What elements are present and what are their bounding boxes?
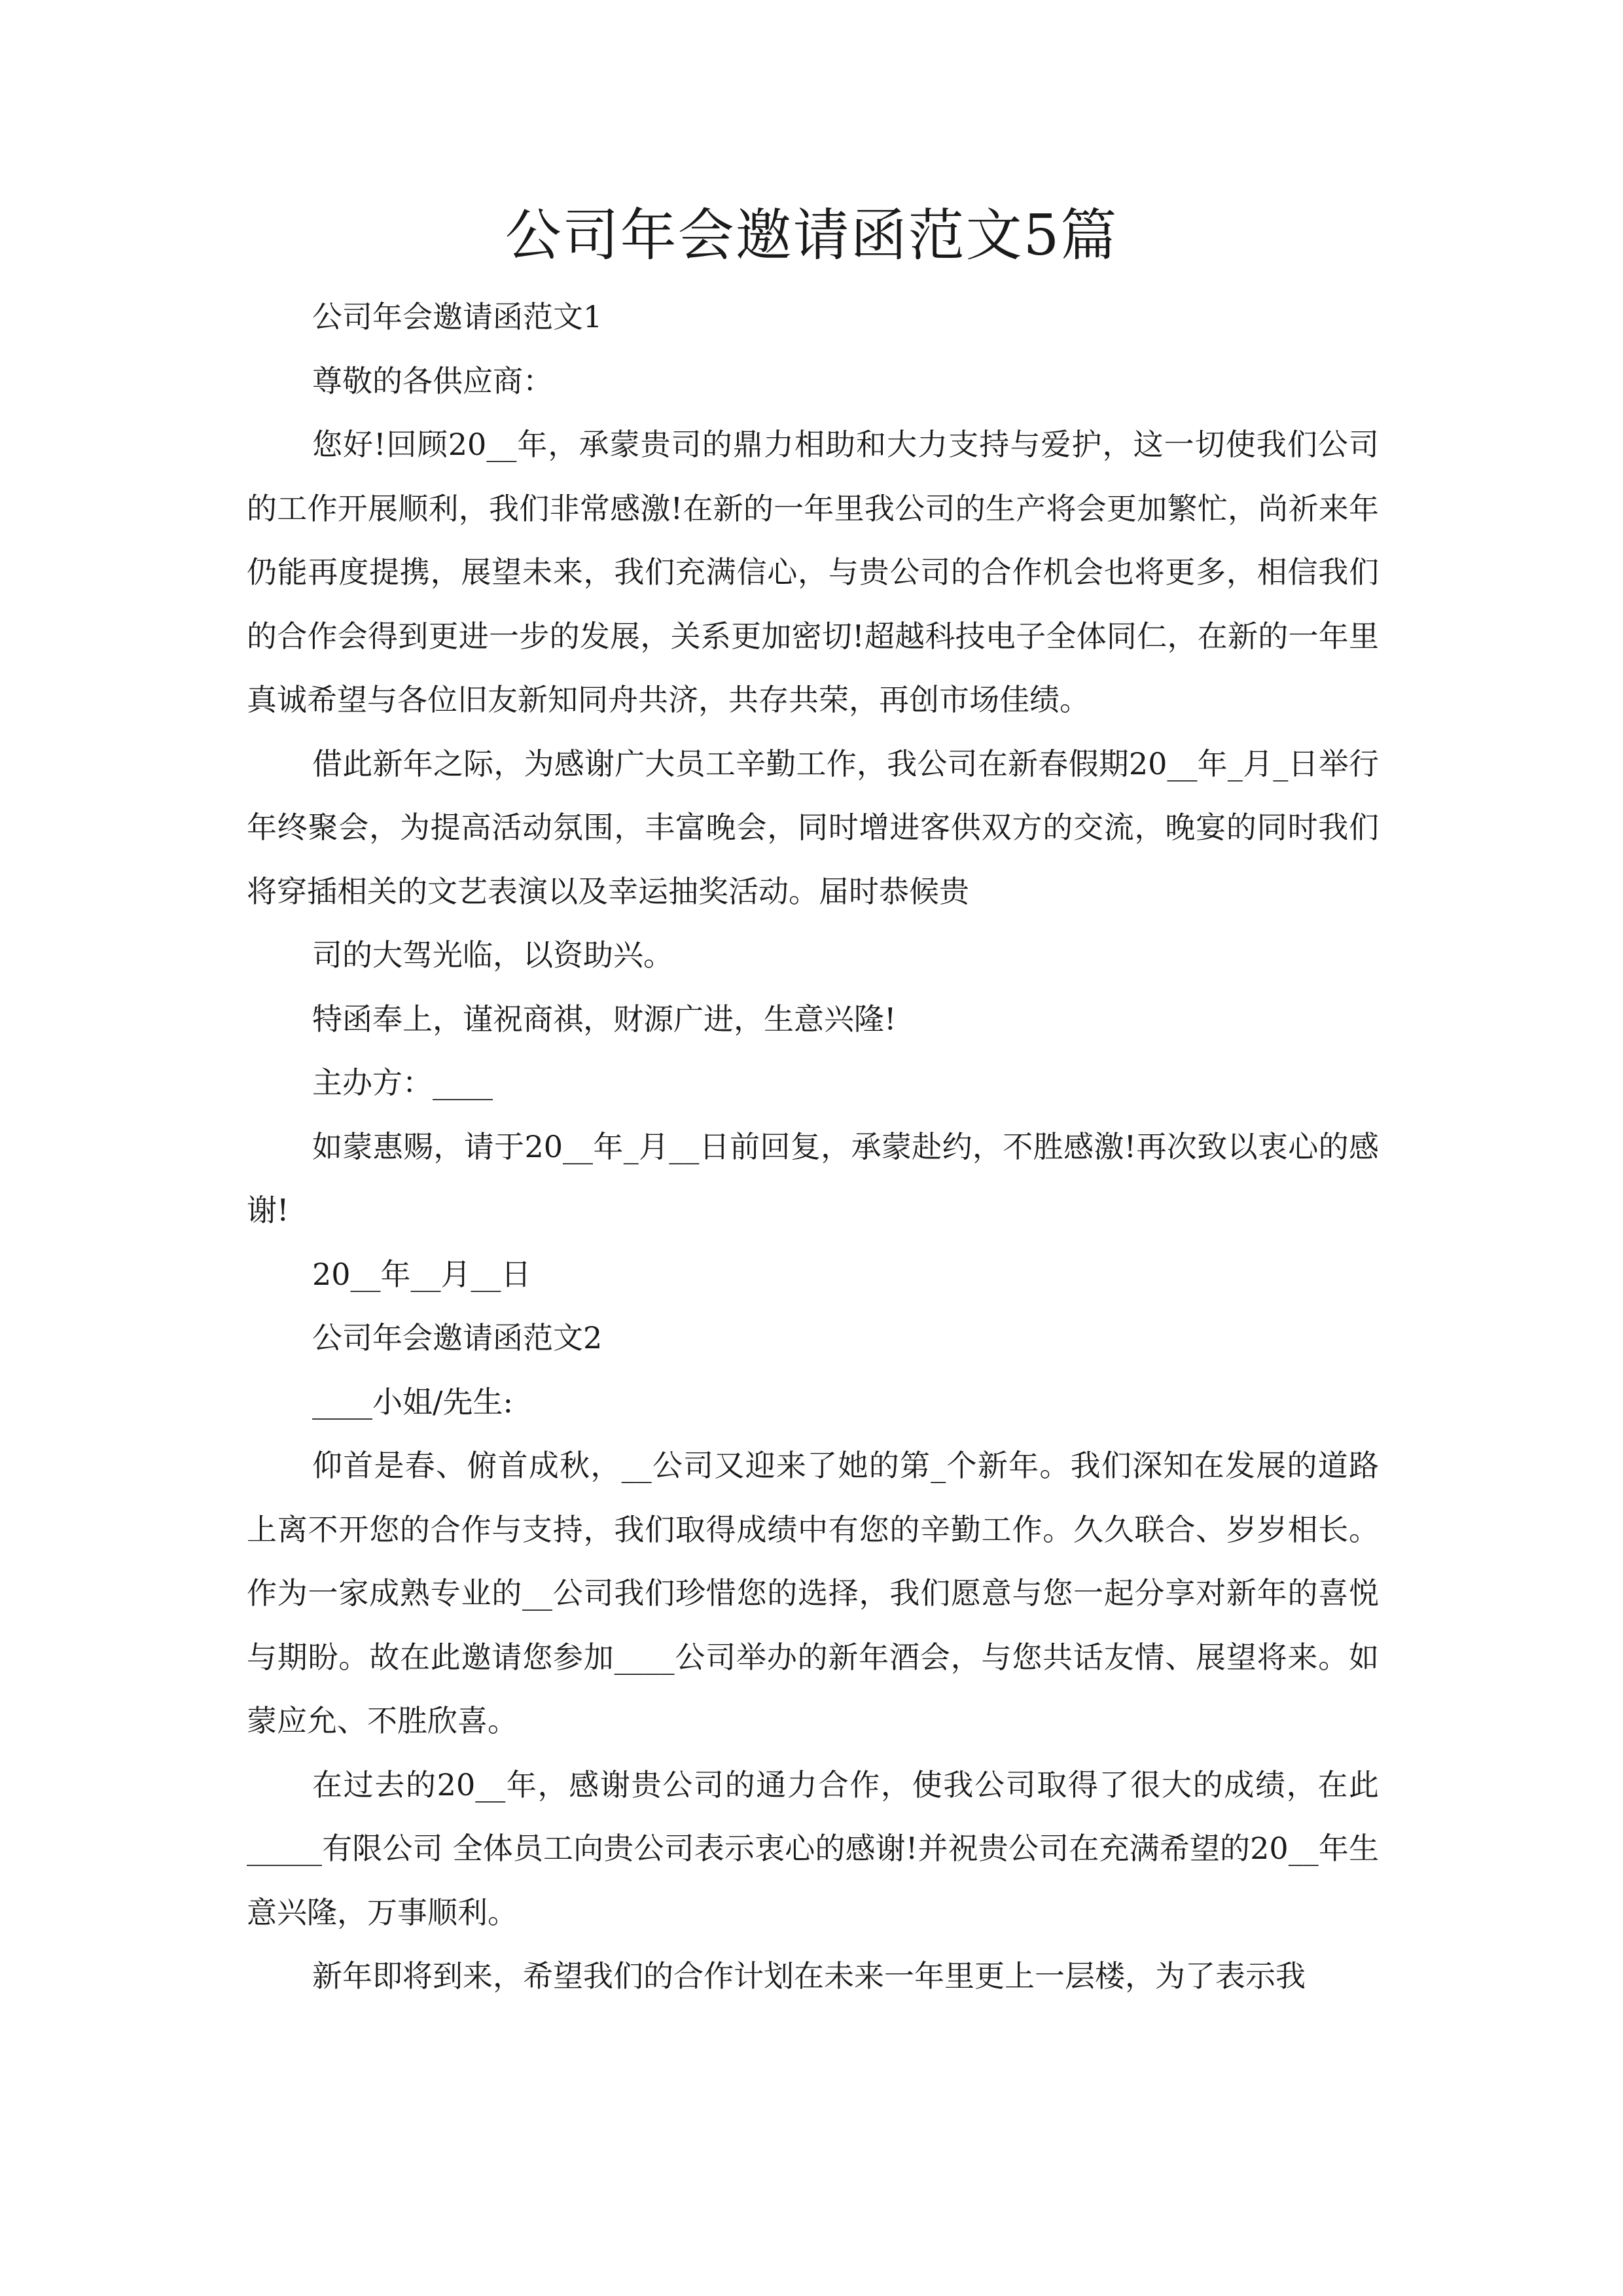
section-heading-1: 公司年会邀请函范文1: [312, 299, 603, 334]
date-line: 20__年__月__日: [312, 1256, 531, 1292]
paragraph: 司的大驾光临，以资助兴。: [312, 937, 673, 973]
document-title: 公司年会邀请函范文5篇: [505, 203, 1118, 268]
salutation: ____小姐/先生:: [312, 1384, 513, 1420]
paragraph: 新年即将到来，希望我们的合作计划在未来一年里更上一层楼，为了表示我: [312, 1958, 1306, 1994]
organizer-line: 主办方：____: [312, 1065, 493, 1100]
paragraph: 仰首是春、俯首成秋，__公司又迎来了她的第_个新年。我们深知在发展的道路上离不开您的合作与支持，我们取得成绩中有您的辛勤工作。久久联合、岁岁相长。作为一家成熟专业的__公司我们珍惜您的选择，我们愿意与您一起分享对新年的喜悦与期盼。故在此邀请您参加____公司举办的新年酒会，与您共话友情、展望将来。如蒙应允、不胜欣喜。: [247, 1448, 1379, 1738]
paragraph: 如蒙惠赐，请于20__年_月__日前回复，承蒙赴约，不胜感激!再次致以衷心的感谢!: [247, 1128, 1379, 1228]
paragraph: 借此新年之际，为感谢广大员工辛勤工作，我公司在新春假期20__年_月_日举行年终聚会，为提高活动氛围，丰富晚会，同时增进客供双方的交流，晚宴的同时我们将穿插相关的文艺表演以及幸运抽奖活动。届时恭候贵: [247, 745, 1379, 909]
document-body: [247, 285, 1379, 2009]
salutation: 尊敬的各供应商：: [312, 363, 553, 399]
paragraph: 在过去的20__年，感谢贵公司的通力合作，使我公司取得了很大的成绩，在此_____有限公司 全体员工向贵公司表示衷心的感谢!并祝贵公司在充满希望的20__年生意兴隆，万事顺利。: [247, 1767, 1379, 1930]
section-heading-2: 公司年会邀请函范文2: [312, 1320, 603, 1355]
closing-line: 特函奉上，谨祝商祺，财源广进，生意兴隆!: [312, 1001, 897, 1037]
paragraph: 您好!回顾20__年，承蒙贵司的鼎力相助和大力支持与爱护，这一切使我们公司的工作开展顺利，我们非常感激!在新的一年里我公司的生产将会更加繁忙，尚祈来年仍能再度提携，展望未来，我们充满信心，与贵公司的合作机会也将更多，相信我们的合作会得到更进一步的发展，关系更加密切!超越科技电子全体同仁，在新的一年里真诚希望与各位旧友新知同舟共济，共存共荣，再创市场佳绩。: [247, 427, 1379, 717]
